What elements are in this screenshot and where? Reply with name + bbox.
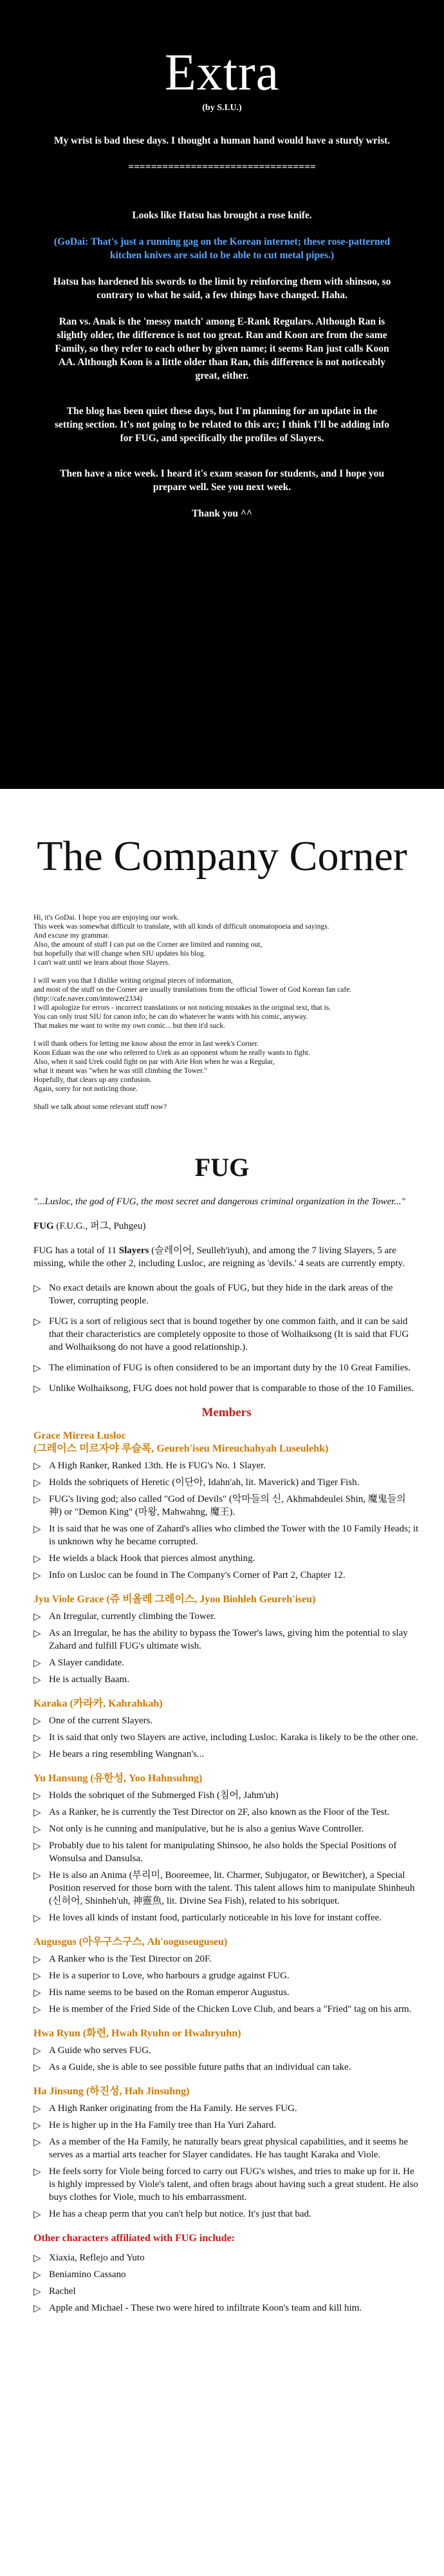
triangle-bullet-icon: ▷ (33, 1675, 41, 1685)
member-name-reading: (하진성, Hah Jinsuhng) (83, 2086, 190, 2097)
other-text: Apple and Michael - These two were hired to infiltrate Koon's team and kill him. (49, 2303, 362, 2313)
triangle-bullet-icon: ▷ (33, 2253, 41, 2264)
member-point-text: Probably due to his talent for manipulating Shinsoo, he also holds the Special Positions of Wonsulsa and Dansulsa. (49, 1841, 397, 1864)
triangle-bullet-icon: ▷ (33, 1913, 41, 1924)
list-item (33, 2003, 420, 2016)
member-point-text: As an Irregular, he has the ability to bypass the Tower's laws, giving him the potential to slay Zahard and fulfill FUG's ultimate wish. (49, 1628, 408, 1651)
fact-text: Unlike Wolhaiksong, FUG does not hold power that is comparable to those of the 10 Families. (49, 1383, 414, 1394)
member-name-text: Yu Hansung (33, 1773, 88, 1784)
list-item (33, 1673, 420, 1686)
intro-paragraph: Hi, it's GoDai. I hope you are enjoying our work. This week was somewhat difficult to translate, with all kinds of difficult onomatopoeia and sayings. And excuse my grammar. Also, the amount of stuff I can put on the Corner are limited and running out, but hopefully that will change when SIU updates his blog. I can't wait until we learn about those Slayers. (33, 914, 329, 967)
other-text: Xiaxia, Reflejo and Yuto (49, 2253, 145, 2263)
list-item (33, 1315, 420, 1354)
member-name-reading: (유한성, Yoo Hahnsuhng) (88, 1773, 203, 1784)
member-point-text: He is actually Baam. (49, 1674, 129, 1685)
fug-count-pre: FUG has a total of 11 (33, 1245, 119, 1256)
translator-note: (GoDai: That's just a running gag on the Korean internet; these rose-patterned kitchen knives are said to be able to cut metal pipes.) (53, 236, 391, 261)
triangle-bullet-icon: ▷ (33, 1955, 41, 1965)
list-item (33, 2208, 420, 2221)
member-points (33, 2044, 420, 2074)
triangle-bullet-icon: ▷ (33, 1384, 41, 1394)
triangle-bullet-icon: ▷ (33, 2137, 41, 2148)
member-point-text: As a Ranker, he is currently the Test Director on 2F, also known as the Floor of the Test. (49, 1807, 390, 1817)
member-point-text: A Guide who serves FUG. (49, 2045, 151, 2056)
list-item (33, 2268, 420, 2281)
member-points (33, 1953, 420, 2016)
triangle-bullet-icon: ▷ (33, 1750, 41, 1760)
triangle-bullet-icon: ▷ (33, 1824, 41, 1835)
triangle-bullet-icon: ▷ (33, 2287, 41, 2297)
member-name-reading: (화련, Hwah Ryuhn or Hwahryuhn) (80, 2028, 241, 2039)
triangle-bullet-icon: ▷ (33, 2304, 41, 2314)
extra-divider: ================================= (128, 162, 316, 173)
fug-name-bold: FUG (33, 1221, 54, 1231)
member-name-reading: (그레이스 미르자야 루슬록, Geureh'iseu Mireuchahyah Luseulehk) (33, 1443, 329, 1454)
extra-paragraph: Hatsu has hardened his swords to the limit by reinforcing them with shinsoo, so contrary to what he said, a few things have changed. Haha. (53, 276, 391, 301)
list-item (33, 1493, 420, 1519)
triangle-bullet-icon: ▷ (33, 1733, 41, 1743)
member-point-text: A Ranker who is the Test Director on 20F. (49, 1954, 212, 1964)
extra-paragraph: Then have a nice week. I heard it's exam season for students, and I hope you prepare well. See you next week. (60, 468, 384, 493)
member-point-text: As a member of the Ha Family, he naturally bears great physical capabilities, and it seems he serves as a martial arts teacher for Slayer candidates. He has taught Karaka and Viole. (49, 2137, 409, 2160)
member-point-text: His name seems to be based on the Roman emperor Augustus. (49, 1987, 290, 1998)
list-item (33, 2251, 420, 2264)
member-point-text: One of the current Slayers. (49, 1716, 153, 1726)
list-item (33, 2102, 420, 2115)
other-text: Rachel (49, 2286, 76, 2297)
list-item (33, 1748, 420, 1761)
intro-question: Shall we talk about some relevant stuff now? (33, 1103, 167, 1111)
member-points (33, 1459, 420, 1582)
list-item (33, 1627, 420, 1653)
member-name-text: Grace Mirrea Lusloc (33, 1430, 126, 1441)
list-item (33, 2165, 420, 2204)
member-point-text: He has a cheap perm that you can't help but notice. It's just that bad. (49, 2209, 311, 2219)
triangle-bullet-icon: ▷ (33, 1283, 41, 1294)
list-item (33, 2136, 420, 2161)
member-points (33, 1714, 420, 1761)
member-point-text: He is also an Anima (부리미, Boorеemee, lit. Charmer, Subjugator, or Bewitcher), a Special Position reserved for those born with the talent. This talent allows him to manipulate Shinheuh (신허어, Shinheh'uh, 神靈魚, lit. Divine Sea Fish), related to his sobriquet. (49, 1870, 415, 1906)
extra-paragraph: My wrist is bad these days. I thought a human hand would have a sturdy wrist. (53, 135, 391, 146)
triangle-bullet-icon: ▷ (33, 1554, 41, 1564)
list-item (33, 1656, 420, 1669)
member-point-text: Not only is he cunning and manipulative, but he is also a genius Wave Controller. (49, 1824, 364, 1834)
triangle-bullet-icon: ▷ (33, 2063, 41, 2073)
extra-paragraph: Ran vs. Anak is the 'messy match' among E-Rank Regulars. Although Ran is slightly older, the difference is not too great. Ran and Koon are from the same Family, so they refer to each other by given name; it seems Ran just calls Koon AA. Although Koon is a little older than Ran, this difference is not noticeably great, either. (55, 316, 389, 381)
triangle-bullet-icon: ▷ (33, 1461, 41, 1472)
fug-name-line (33, 1220, 420, 1233)
list-item (33, 2119, 420, 2132)
triangle-bullet-icon: ▷ (33, 1988, 41, 1998)
triangle-bullet-icon: ▷ (33, 1716, 41, 1727)
list-item (33, 1839, 420, 1865)
fug-title: FUG (194, 1153, 250, 1182)
triangle-bullet-icon: ▷ (33, 1363, 41, 1374)
member-name (33, 1936, 420, 1949)
list-item (33, 2285, 420, 2298)
list-item (33, 1986, 420, 1999)
member-point-text: He loves all kinds of instant food, particularly noticeable in his love for instant coffee. (49, 1913, 382, 1923)
extra-section (0, 0, 444, 789)
list-item (33, 1459, 420, 1472)
fug-lede: "...Lusloc, the god of FUG, the most secret and dangerous criminal organization in the Tower..." (33, 1197, 405, 1207)
fug-name-rest: (F.U.G., 퍼그, Puhgeu) (53, 1221, 146, 1231)
extra-paragraph: Looks like Hatsu has brought a rose knife. (132, 210, 312, 221)
member-point-text: He wields a black Hook that pierces almost anything. (49, 1553, 255, 1564)
triangle-bullet-icon: ▷ (33, 1971, 41, 1982)
list-item (33, 1911, 420, 1924)
fact-text: FUG is a sort of religious sect that is bound together by one common faith, and it can be said that their characteristics are completely opposite to those of Wolhaiksong (It is said that FUG and Wolhaiksong do not have a good relationship.). (49, 1316, 409, 1352)
list-item (33, 1953, 420, 1965)
member-point-text: Info on Lusloc can be found in The Company's Corner of Part 2, Chapter 12. (49, 1570, 346, 1580)
fug-count-post: (슬레이어, Seulleh'iyuh), and among the 7 living Slayers, 5 are missing, while the other 2, including Lusloc, are reigning as 'devils.' 4 seats are currently empty. (33, 1245, 405, 1269)
others-list (33, 2251, 420, 2315)
member-point-text: He is higher up in the Ha Family tree than Ha Yuri Zahard. (49, 2120, 277, 2130)
fug-count-line (33, 1244, 420, 1270)
member-name-text: Augusgus (33, 1937, 77, 1947)
member-name (33, 2027, 420, 2040)
corner-intro (33, 913, 405, 1121)
triangle-bullet-icon: ▷ (33, 1495, 41, 1505)
triangle-bullet-icon: ▷ (33, 2104, 41, 2114)
triangle-bullet-icon: ▷ (33, 2270, 41, 2280)
member-point-text: It is said that only two Slayers are active, including Lusloc. Karaka is likely to be the other one. (49, 1732, 418, 1743)
member-name-reading: (쥬 비올레 그레이스, Jyoo Biohleh Geureh'iseu) (104, 1594, 316, 1605)
list-item (33, 1610, 420, 1623)
others-title: Other characters affiliated with FUG include: (33, 2233, 235, 2244)
triangle-bullet-icon: ▷ (33, 1571, 41, 1581)
member-points (33, 2102, 420, 2221)
extra-byline: (by S.I.U.) (202, 103, 242, 113)
fug-count-bold: Slayers (118, 1245, 149, 1256)
intro-paragraph: I will warn you that I dislike writing original pieces of information, and most of the stuff on the Corner are usually translations from the official Tower of God Korean fan cafe. (http://cafe.naver.com/imtower2334) I will apologize for errors - incorrect translations or not noticing mistakes in the original text, that is. You can only trust SIU for canon info; he can do whatever he wants with his comic, anyway. That makes me want to write my own comic... but then it'd suck. (33, 977, 352, 1030)
triangle-bullet-icon: ▷ (33, 1658, 41, 1669)
member-points (33, 1610, 420, 1686)
member-point-text: He feels sorry for Viole being forced to carry out FUG's wishes, and tries to make up for it. He is highly impressed by Viole's talent, and often brags about having such a great student. He also buys clothes for Viole, much to his embarrassment. (49, 2166, 418, 2202)
list-item (33, 1969, 420, 1982)
triangle-bullet-icon: ▷ (33, 1629, 41, 1639)
intro-paragraph: I will thank others for letting me know about the error in last week's Corner. Koon Eduan was the one who referred to Urek as an opponent whom he really wants to fight. Also, when it said Urek could fight on par with Arie Hon when he was a Regular, what it meant was "when he was still climbing the Tower." Hopefully, that clears up any confusion. Again, sorry for not noticing those. (33, 1040, 310, 1093)
list-item (33, 1806, 420, 1819)
list-item (33, 1869, 420, 1908)
member-point-text: He is a superior to Love, who harbours a grudge against FUG. (49, 1971, 290, 1981)
member-points (33, 1789, 420, 1924)
list-item (33, 1714, 420, 1727)
extra-body (51, 134, 393, 533)
member-point-text: He bears a ring resembling Wangnan's... (49, 1749, 205, 1759)
member-name-text: Jyu Viole Grace (33, 1594, 104, 1605)
triangle-bullet-icon: ▷ (33, 2121, 41, 2131)
member-name (33, 2085, 420, 2098)
triangle-bullet-icon: ▷ (33, 1478, 41, 1488)
list-item (33, 1282, 420, 1307)
fact-text: No exact details are known about the goals of FUG, but they hide in the dark areas of the Tower, corrupting people. (49, 1283, 393, 1306)
extra-signoff: Thank you ^^ (192, 508, 252, 519)
fug-facts-list (33, 1282, 420, 1395)
list-item (33, 1552, 420, 1565)
member-name-reading: (아우구스구스, Ah'ooguseuguseu) (76, 1937, 228, 1947)
triangle-bullet-icon: ▷ (33, 1317, 41, 1327)
fug-section (33, 1195, 420, 2326)
list-item (33, 1476, 420, 1489)
member-point-text: FUG's living god; also called "God of Devils" (악마들의 신, Akhmahdeulei Shin, 魔鬼들의 神) or "Demon King" (마왕, Mahwahng, 魔王). (49, 1494, 406, 1517)
member-point-text: A High Ranker, Ranked 13th. He is FUG's No. 1 Slayer. (49, 1461, 266, 1471)
member-name-text: Karaka (33, 1698, 68, 1709)
member-point-text: A Slayer candidate. (49, 1658, 125, 1668)
fact-text: The elimination of FUG is often considered to be an important duty by the 10 Great Families. (49, 1363, 411, 1373)
triangle-bullet-icon: ▷ (33, 2005, 41, 2015)
triangle-bullet-icon: ▷ (33, 1871, 41, 1881)
member-point-text: A High Ranker originating from the Ha Family. He serves FUG. (49, 2103, 297, 2114)
list-item (33, 1731, 420, 1744)
triangle-bullet-icon: ▷ (33, 1524, 41, 1535)
list-item (33, 1361, 420, 1374)
member-name-text: Hwa Ryun (33, 2028, 80, 2039)
list-item (33, 2302, 420, 2315)
member-point-text: It is said that he was one of Zahard's allies who climbed the Tower with the 10 Family Heads; it is unknown why he became corrupted. (49, 1524, 419, 1547)
member-name-text: Ha Jinsung (33, 2086, 84, 2097)
member-name (33, 1698, 420, 1710)
triangle-bullet-icon: ▷ (33, 1612, 41, 1622)
member-point-text: Holds the sobriquet of the Submerged Fish (침어, Jahm'uh) (49, 1790, 279, 1801)
list-item (33, 1382, 420, 1395)
member-point-text: Holds the sobriquets of Heretic (이단아, Idahn'ah, lit. Maverick) and Tiger Fish. (49, 1477, 360, 1488)
list-item (33, 2061, 420, 2074)
member-name (33, 1593, 420, 1606)
triangle-bullet-icon: ▷ (33, 1841, 41, 1852)
extra-paragraph: The blog has been quiet these days, but I'm planning for an update in the setting section. It's not going to be related to this arc; I think I'll be adding info for FUG, and specifically the profiles of Slayers. (54, 406, 389, 444)
triangle-bullet-icon: ▷ (33, 1791, 41, 1801)
members-list (33, 1430, 420, 2221)
triangle-bullet-icon: ▷ (33, 2046, 41, 2056)
member-point-text: An Irregular, currently climbing the Tower. (49, 1611, 216, 1622)
list-item (33, 1569, 420, 1582)
member-point-text: As a Guide, she is able to see possible future paths that an individual can take. (49, 2062, 351, 2072)
list-item (33, 1789, 420, 1802)
member-point-text: He is member of the Fried Side of the Chicken Love Club, and bears a "Fried" tag on his arm. (49, 2004, 412, 2014)
members-title: Members (201, 1406, 252, 1419)
triangle-bullet-icon: ▷ (33, 2167, 41, 2177)
member-name (33, 1430, 420, 1455)
triangle-bullet-icon: ▷ (33, 1808, 41, 1818)
list-item (33, 1823, 420, 1835)
member-name-reading: (카라카, Kahrahkah) (67, 1698, 163, 1709)
triangle-bullet-icon: ▷ (33, 2210, 41, 2220)
member-name (33, 1772, 420, 1785)
corner-title: The Company Corner (37, 833, 407, 880)
other-text: Beniamino Cassano (49, 2269, 126, 2280)
list-item (33, 2044, 420, 2057)
list-item (33, 1522, 420, 1548)
extra-title: Extra (164, 44, 280, 101)
